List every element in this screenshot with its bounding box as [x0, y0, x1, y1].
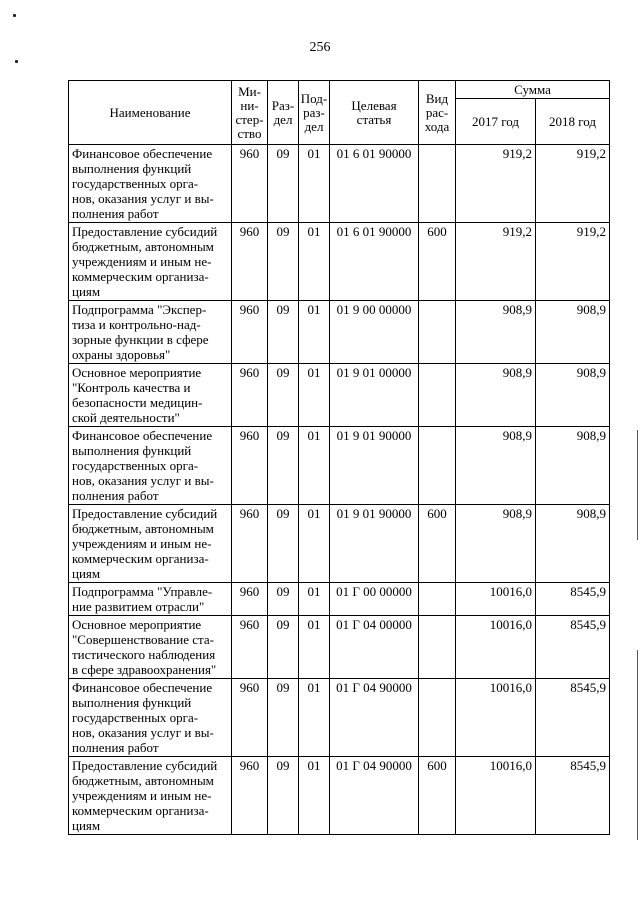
header-subsection: Под- раз- дел — [299, 81, 330, 145]
row-sum-2017-cell: 908,9 — [456, 427, 536, 505]
row-subsection-cell: 01 — [299, 679, 330, 757]
row-subsection-cell: 01 — [299, 145, 330, 223]
header-year-2018: 2018 год — [536, 99, 610, 145]
row-section-cell: 09 — [268, 583, 299, 616]
row-ministry-cell: 960 — [232, 427, 268, 505]
table-row — [69, 223, 610, 301]
row-subsection-cell: 01 — [299, 757, 330, 835]
row-subsection-cell: 01 — [299, 301, 330, 364]
page-number: 256 — [309, 40, 331, 55]
row-sum-2017-cell: 919,2 — [456, 223, 536, 301]
row-expense-type-cell — [419, 301, 456, 364]
row-target-cell: 01 9 01 00000 — [330, 364, 419, 427]
row-sum-2017-cell: 10016,0 — [456, 679, 536, 757]
row-sum-2018-cell: 8545,9 — [536, 583, 610, 616]
row-target-cell: 01 Г 04 90000 — [330, 679, 419, 757]
row-expense-type-cell: 600 — [419, 505, 456, 583]
row-section-cell: 09 — [268, 757, 299, 835]
table-row — [69, 616, 610, 679]
table-header — [69, 81, 610, 145]
row-name-cell: Предоставление субсидий бюджетным, автономным учреждениям и иным не- коммерческим организа- циям — [69, 505, 232, 583]
row-section-cell: 09 — [268, 301, 299, 364]
row-sum-2018-cell: 8545,9 — [536, 757, 610, 835]
row-subsection-cell: 01 — [299, 427, 330, 505]
header-section: Раз- дел — [268, 81, 299, 145]
header-ministry: Ми- ни- стер- ство — [232, 81, 268, 145]
row-name-cell: Предоставление субсидий бюджетным, автономным учреждениям и иным не- коммерческим организа- циям — [69, 757, 232, 835]
row-expense-type-cell — [419, 427, 456, 505]
table-row — [69, 364, 610, 427]
row-name-cell: Финансовое обеспечение выполнения функций государственных орга- нов, оказания услуг и вы- полнения работ — [69, 145, 232, 223]
row-ministry-cell: 960 — [232, 301, 268, 364]
row-target-cell: 01 9 01 90000 — [330, 427, 419, 505]
table-row — [69, 583, 610, 616]
row-sum-2017-cell: 10016,0 — [456, 616, 536, 679]
row-sum-2018-cell: 919,2 — [536, 145, 610, 223]
row-target-cell: 01 6 01 90000 — [330, 145, 419, 223]
row-name-cell: Основное мероприятие "Контроль качества и безопасности медицин- ской деятельности" — [69, 364, 232, 427]
row-sum-2017-cell: 10016,0 — [456, 583, 536, 616]
header-name: Наименование — [69, 81, 232, 145]
row-sum-2017-cell: 919,2 — [456, 145, 536, 223]
row-ministry-cell: 960 — [232, 583, 268, 616]
row-target-cell: 01 9 01 90000 — [330, 505, 419, 583]
table-row — [69, 505, 610, 583]
row-sum-2018-cell: 8545,9 — [536, 679, 610, 757]
row-expense-type-cell: 600 — [419, 757, 456, 835]
row-section-cell: 09 — [268, 223, 299, 301]
row-ministry-cell: 960 — [232, 364, 268, 427]
table-row — [69, 145, 610, 223]
table-row — [69, 301, 610, 364]
row-sum-2018-cell: 908,9 — [536, 364, 610, 427]
row-expense-type-cell — [419, 616, 456, 679]
row-target-cell: 01 9 00 00000 — [330, 301, 419, 364]
row-subsection-cell: 01 — [299, 583, 330, 616]
row-sum-2017-cell: 908,9 — [456, 505, 536, 583]
row-sum-2018-cell: 908,9 — [536, 427, 610, 505]
row-name-cell: Предоставление субсидий бюджетным, автономным учреждениям и иным не- коммерческим организа- циям — [69, 223, 232, 301]
row-expense-type-cell: 600 — [419, 223, 456, 301]
row-target-cell: 01 Г 04 00000 — [330, 616, 419, 679]
header-expense-type: Вид рас- хода — [419, 81, 456, 145]
row-ministry-cell: 960 — [232, 505, 268, 583]
scan-dot-mark — [15, 60, 18, 63]
row-sum-2017-cell: 908,9 — [456, 364, 536, 427]
row-sum-2017-cell: 908,9 — [456, 301, 536, 364]
header-sum: Сумма — [456, 81, 610, 99]
row-section-cell: 09 — [268, 505, 299, 583]
row-section-cell: 09 — [268, 364, 299, 427]
header-target: Целевая статья — [330, 81, 419, 145]
scan-edge-line — [637, 650, 638, 840]
row-subsection-cell: 01 — [299, 364, 330, 427]
scan-dot-mark — [13, 14, 16, 17]
row-section-cell: 09 — [268, 145, 299, 223]
header-year-2017: 2017 год — [456, 99, 536, 145]
row-subsection-cell: 01 — [299, 616, 330, 679]
row-expense-type-cell — [419, 583, 456, 616]
row-sum-2018-cell: 908,9 — [536, 301, 610, 364]
row-name-cell: Основное мероприятие "Совершенствование ста- тистического наблюдения в сфере здравоохранения" — [69, 616, 232, 679]
row-ministry-cell: 960 — [232, 616, 268, 679]
row-sum-2018-cell: 919,2 — [536, 223, 610, 301]
table-row — [69, 679, 610, 757]
scan-edge-line — [637, 430, 638, 540]
row-name-cell: Подпрограмма "Экспер- тиза и контрольно-над- зорные функции в сфере охраны здоровья" — [69, 301, 232, 364]
budget-table — [68, 80, 610, 835]
table-row — [69, 427, 610, 505]
row-expense-type-cell — [419, 364, 456, 427]
row-name-cell: Финансовое обеспечение выполнения функций государственных орга- нов, оказания услуг и вы- полнения работ — [69, 679, 232, 757]
row-expense-type-cell — [419, 679, 456, 757]
row-subsection-cell: 01 — [299, 505, 330, 583]
row-name-cell: Финансовое обеспечение выполнения функций государственных орга- нов, оказания услуг и вы- полнения работ — [69, 427, 232, 505]
row-ministry-cell: 960 — [232, 757, 268, 835]
row-section-cell: 09 — [268, 679, 299, 757]
row-sum-2018-cell: 908,9 — [536, 505, 610, 583]
table-body — [69, 145, 610, 835]
row-ministry-cell: 960 — [232, 679, 268, 757]
row-section-cell: 09 — [268, 427, 299, 505]
row-section-cell: 09 — [268, 616, 299, 679]
row-ministry-cell: 960 — [232, 223, 268, 301]
row-subsection-cell: 01 — [299, 223, 330, 301]
row-target-cell: 01 Г 04 90000 — [330, 757, 419, 835]
row-target-cell: 01 Г 00 00000 — [330, 583, 419, 616]
table-row — [69, 757, 610, 835]
row-expense-type-cell — [419, 145, 456, 223]
row-target-cell: 01 6 01 90000 — [330, 223, 419, 301]
row-sum-2017-cell: 10016,0 — [456, 757, 536, 835]
row-ministry-cell: 960 — [232, 145, 268, 223]
row-sum-2018-cell: 8545,9 — [536, 616, 610, 679]
row-name-cell: Подпрограмма "Управле- ние развитием отрасли" — [69, 583, 232, 616]
